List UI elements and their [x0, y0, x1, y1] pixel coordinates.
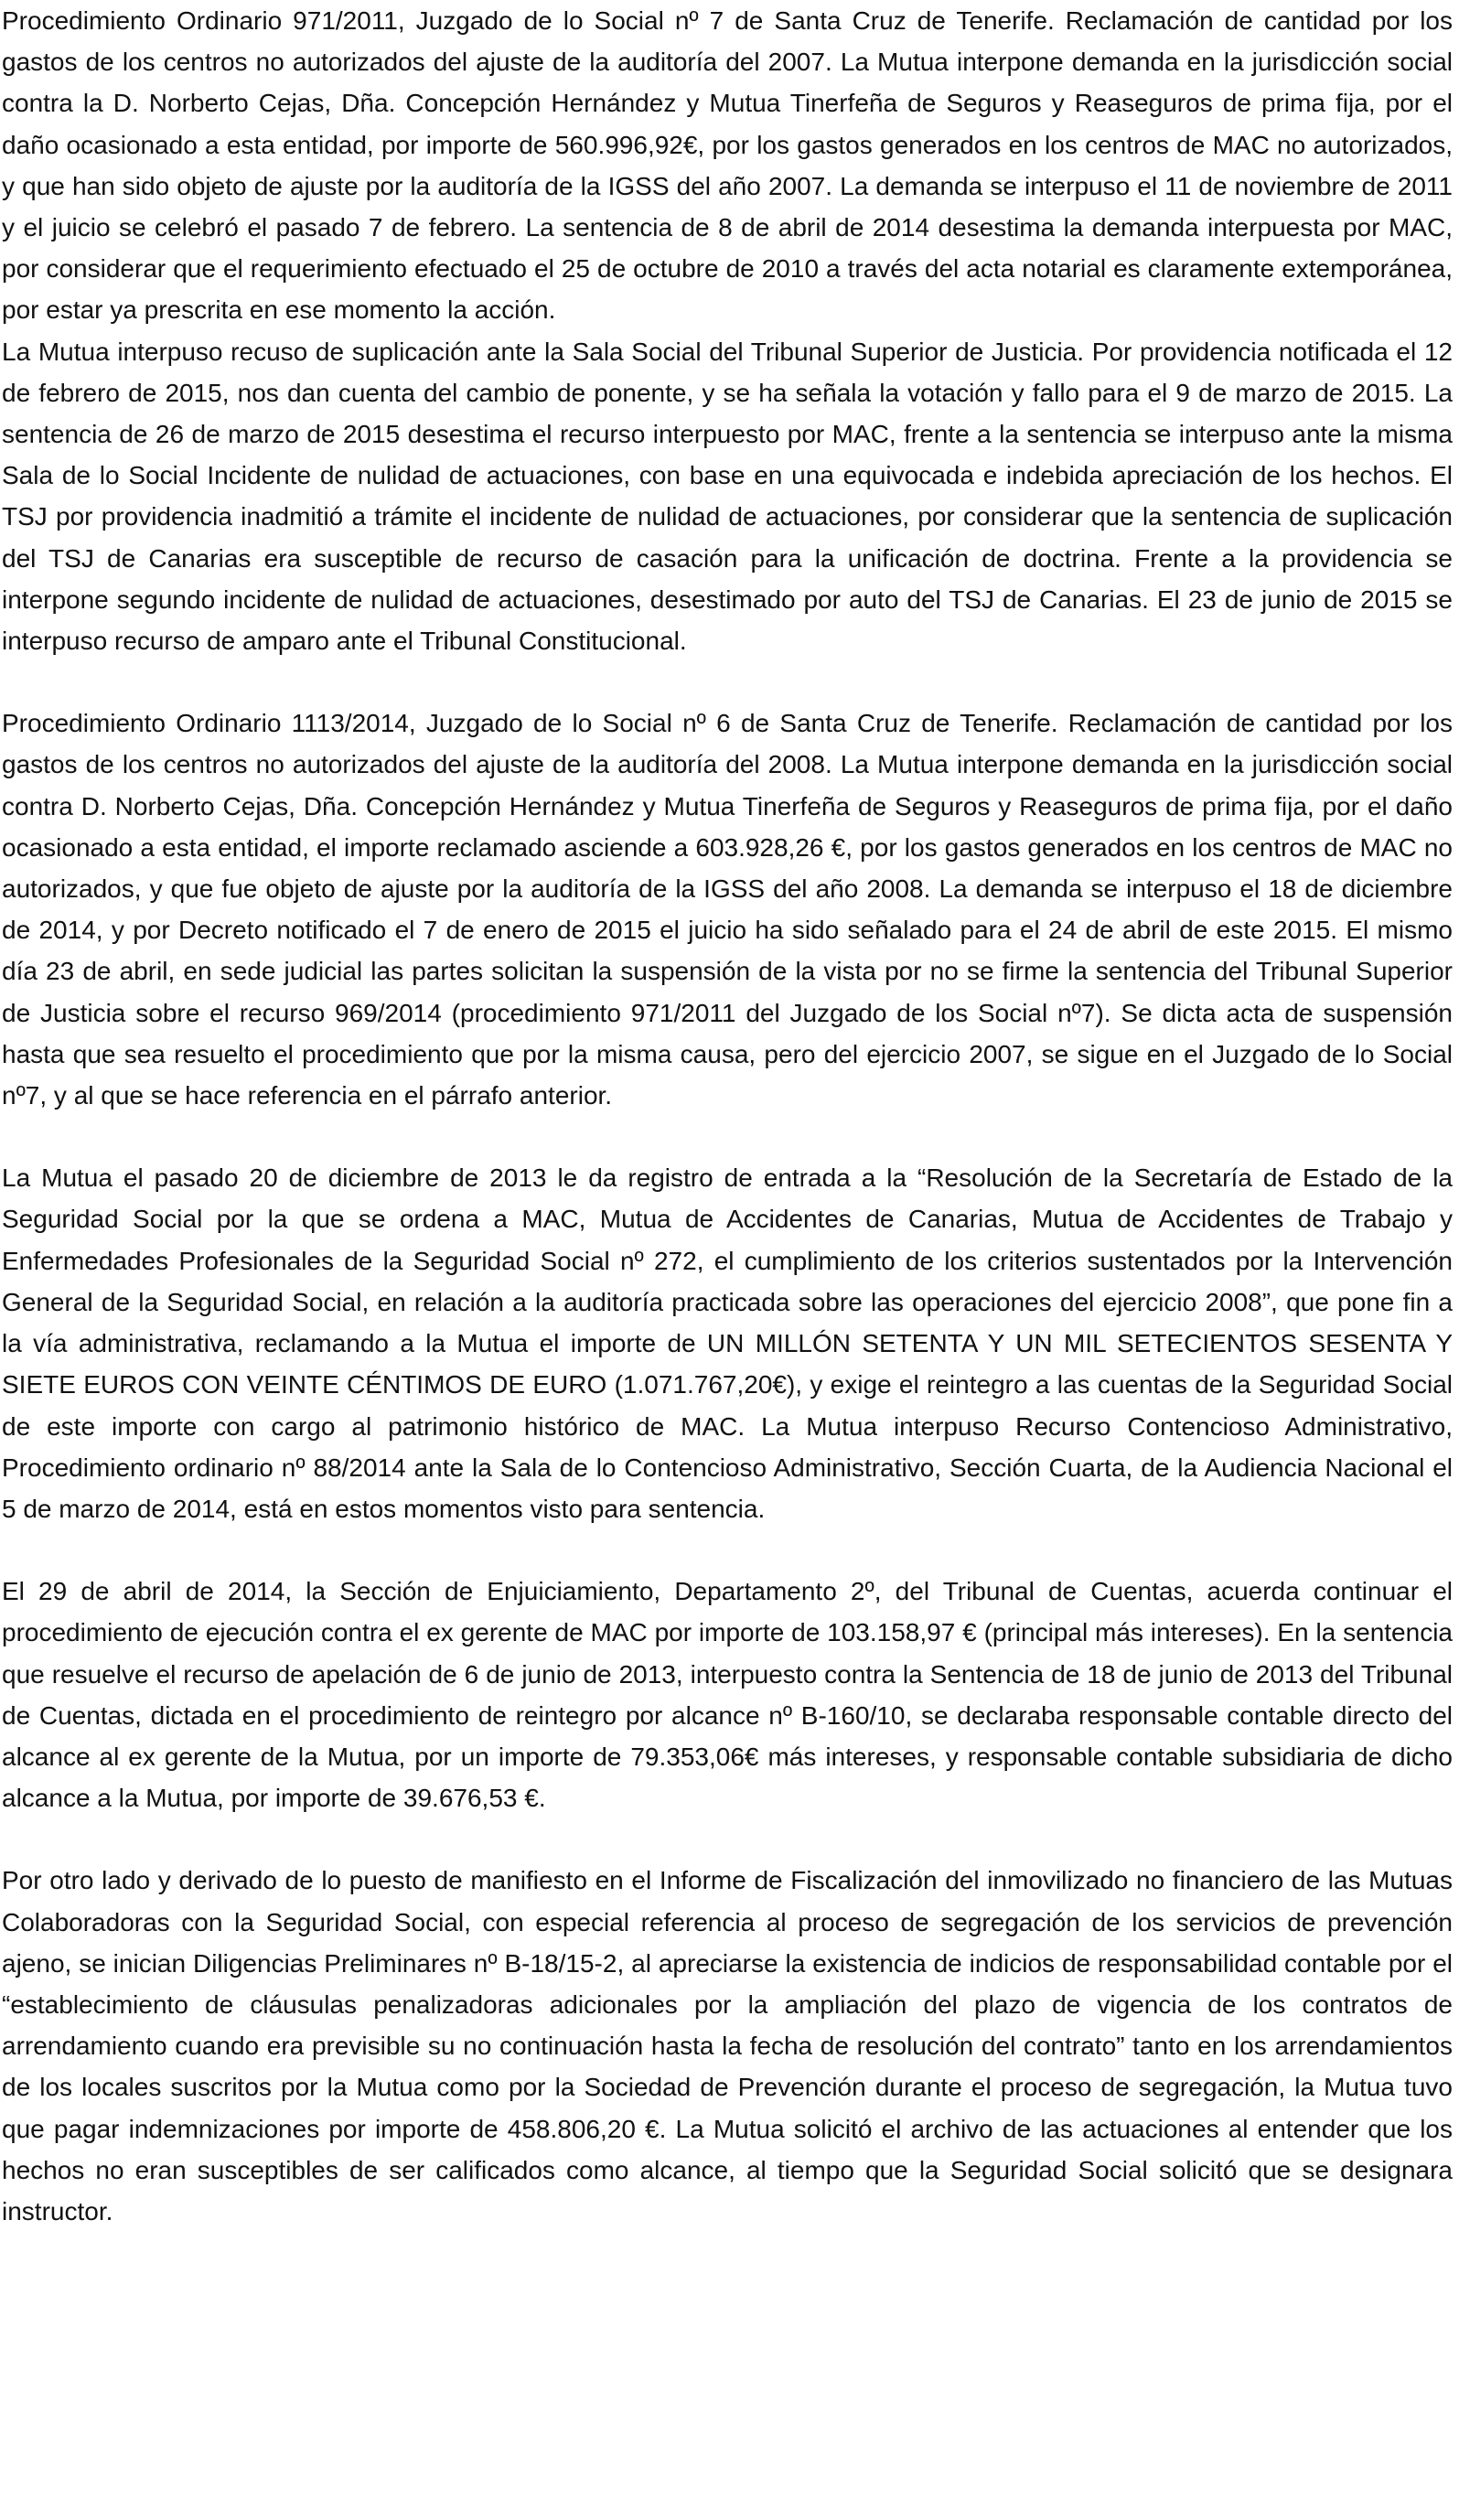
paragraph-spacer — [2, 1818, 1453, 1860]
paragraph-proc-1113-2014: Procedimiento Ordinario 1113/2014, Juzgado de lo Social nº 6 de Santa Cruz de Tenerife. Reclamación de cantidad por los gastos de los centros no autorizados del ajuste de la auditoría del 2008. La Mutua interpone demanda en la jurisdicción social contra D. Norberto Cejas, Dña. Concepción Hernández y Mutua Tinerfeña de Seguros y Reaseguros de prima fija, por el daño ocasionado a esta entidad, el importe reclamado asciende a 603.928,26 €, por los gastos generados en los centros de MAC no autorizados, y que fue objeto de ajuste por la auditoría de la IGSS del año 2008. La demanda se interpuso el 18 de diciembre de 2014, y por Decreto notificado el 7 de enero de 2015 el juicio ha sido señalado para el 24 de abril de este 2015. El mismo día 23 de abril, en sede judicial las partes solicitan la suspensión de la vista por no se firme la sentencia del Tribunal Superior de Justicia sobre el recurso 969/2014 (procedimiento 971/2011 del Juzgado de los Social nº7). Se dicta acta de suspensión hasta que sea resuelto el procedimiento que por la misma causa, pero del ejercicio 2007, se sigue en el Juzgado de lo Social nº7, y al que se hace referencia en el párrafo anterior. — [2, 709, 1453, 1110]
paragraph-diligencias-preliminares: Por otro lado y derivado de lo puesto de manifiesto en el Informe de Fiscalización del inmovilizado no financiero de las Mutuas Colaboradoras con la Seguridad Social, con especial referencia al proceso de segregación de los servicios de prevención ajeno, se inician Diligencias Preliminares nº B-18/15-2, al apreciarse la existencia de indicios de responsabilidad contable por el “establecimiento de cláusulas penalizadoras adicionales por la ampliación del plazo de vigencia de los contratos de arrendamiento cuando era previsible su no continuación hasta la fecha de resolución del contrato” tanto en los arrendamientos de los locales suscritos por la Mutua como por la Sociedad de Prevención durante el proceso de segregación, la Mutua tuvo que pagar indemnizaciones por importe de 458.806,20 €. La Mutua solicitó el archivo de las actuaciones al entender que los hechos no eran susceptibles de ser calificados como alcance, al tiempo que la Seguridad Social solicitó que se designara instructor. — [2, 1866, 1453, 2225]
paragraph-recurso-suplicacion: La Mutua interpuso recuso de suplicación ante la Sala Social del Tribunal Superior de Justicia. Por providencia notificada el 12 de febrero de 2015, nos dan cuenta del cambio de ponente, y se ha señala la votación y fallo para el 9 de marzo de 2015. La sentencia de 26 de marzo de 2015 desestima el recurso interpuesto por MAC, frente a la sentencia se interpuso ante la misma Sala de lo Social Incidente de nulidad de actuaciones, con base en una equivocada e indebida apreciación de los hechos. El TSJ por providencia inadmitió a trámite el incidente de nulidad de actuaciones, por considerar que la sentencia de suplicación del TSJ de Canarias era susceptible de recurso de casación para la unificación de doctrina. Frente a la providencia se interpone segundo incidente de nulidad de actuaciones, desestimado por auto del TSJ de Canarias. El 23 de junio de 2015 se interpuso recurso de amparo ante el Tribunal Constitucional. — [2, 337, 1453, 656]
paragraph-proc-971-2011: Procedimiento Ordinario 971/2011, Juzgado de lo Social nº 7 de Santa Cruz de Tenerife. Reclamación de cantidad por los gastos de los centros no autorizados del ajuste de la auditoría del 2007. La Mutua interpone demanda en la jurisdicción social contra la D. Norberto Cejas, Dña. Concepción Hernández y Mutua Tinerfeña de Seguros y Reaseguros de prima fija, por el daño ocasionado a esta entidad, por importe de 560.996,92€, por los gastos generados en los centros de MAC no autorizados, y que han sido objeto de ajuste por la auditoría de la IGSS del año 2007. La demanda se interpuso el 11 de noviembre de 2011 y el juicio se celebró el pasado 7 de febrero. La sentencia de 8 de abril de 2014 desestima la demanda interpuesta por MAC, por considerar que el requerimiento efectuado el 25 de octubre de 2010 a través del acta notarial es claramente extemporánea, por estar ya prescrita en ese momento la acción. — [2, 6, 1453, 325]
paragraph-spacer — [2, 1116, 1453, 1157]
paragraph-spacer — [2, 661, 1453, 702]
paragraph-resolucion-secretaria: La Mutua el pasado 20 de diciembre de 2013 le da registro de entrada a la “Resolución de la Secretaría de Estado de la Seguridad Social por la que se ordena a MAC, Mutua de Accidentes de Canarias, Mutua de Accidentes de Trabajo y Enfermedades Profesionales de la Seguridad Social nº 272, el cumplimiento de los criterios sustentados por la Intervención General de la Seguridad Social, en relación a la auditoría practicada sobre las operaciones del ejercicio 2008”, que pone fin a la vía administrativa, reclamando a la Mutua el importe de UN MILLÓN SETENTA Y UN MIL SETECIENTOS SESENTA Y SIETE EUROS CON VEINTE CÉNTIMOS DE EURO (1.071.767,20€), y exige el reintegro a las cuentas de la Seguridad Social de este importe con cargo al patrimonio histórico de MAC. La Mutua interpuso Recurso Contencioso Administrativo, Procedimiento ordinario nº 88/2014 ante la Sala de lo Contencioso Administrativo, Sección Cuarta, de la Audiencia Nacional el 5 de marzo de 2014, está en estos momentos visto para sentencia. — [2, 1163, 1453, 1523]
paragraph-spacer — [2, 1529, 1453, 1571]
paragraph-tribunal-cuentas: El 29 de abril de 2014, la Sección de Enjuiciamiento, Departamento 2º, del Tribunal de Cuentas, acuerda continuar el procedimiento de ejecución contra el ex gerente de MAC por importe de 103.158,97 € (principal más intereses). En la sentencia que resuelve el recurso de apelación de 6 de junio de 2013, interpuesto contra la Sentencia de 18 de junio de 2013 del Tribunal de Cuentas, dictada en el procedimiento de reintegro por alcance nº B-160/10, se declaraba responsable contable directo del alcance al ex gerente de la Mutua, por un importe de 79.353,06€ más intereses, y responsable contable subsidiaria de dicho alcance a la Mutua, por importe de 39.676,53 €. — [2, 1577, 1453, 1813]
